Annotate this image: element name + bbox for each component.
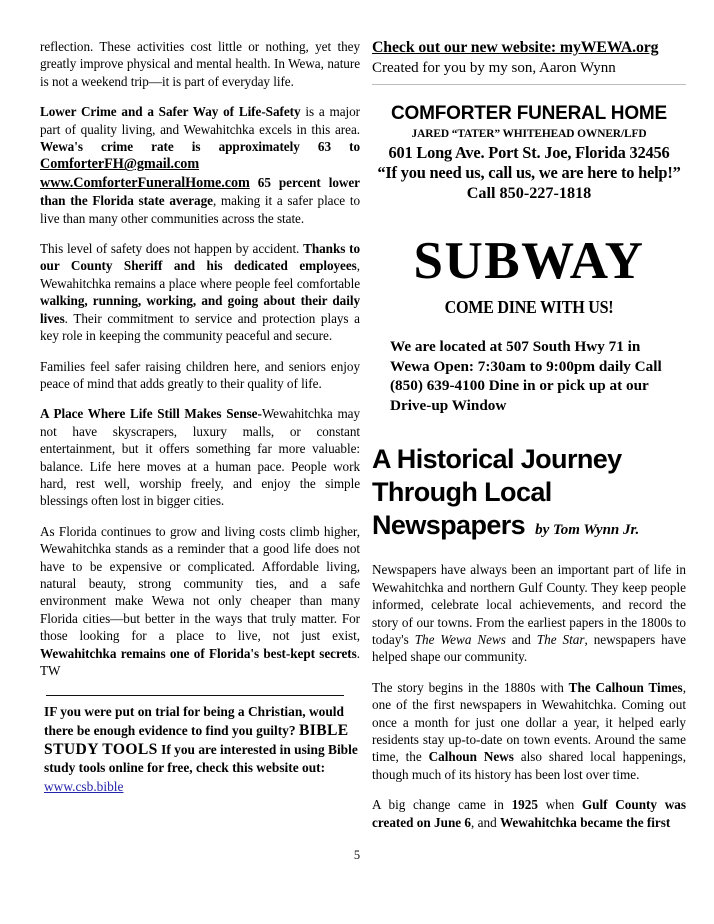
article-byline: by Tom Wynn Jr. — [535, 522, 640, 539]
right-column — [372, 38, 686, 831]
history-article — [372, 443, 686, 831]
comforter-funeral-home-ad — [372, 103, 686, 203]
text-run-bold: Calhoun News — [428, 749, 514, 765]
page-number: 5 — [353, 848, 361, 862]
website-banner — [372, 38, 686, 85]
paragraph-reflection — [40, 38, 360, 90]
text-run: is a major part of quality living, and Wewahitchka excels in this area. — [40, 104, 360, 137]
text-run: when — [537, 797, 582, 813]
text-run: and — [505, 632, 537, 647]
banner-divider — [372, 84, 686, 85]
text-run-bold: The Calhoun Times — [568, 679, 683, 695]
text-run: The story begins in the 1880s with — [372, 679, 569, 695]
text-run-bold: Gulf County was created on June 6 — [372, 797, 686, 830]
text-run-bold: Lower Crime and a Safer Way of Life-Safety — [40, 104, 301, 120]
csb-bible-link[interactable]: www.csb.bible — [44, 778, 124, 794]
website-banner-subline: Created for you by my son, Aaron Wynn — [372, 60, 616, 76]
text-run: , and — [471, 814, 500, 830]
text-run-bold: Wewahitchka became the first — [499, 814, 671, 830]
bible-study-tools-heading: BIBLE STUDY TOOLS — [44, 722, 349, 758]
text-run: , making it a safer place to live than many other communities across the state. — [40, 193, 360, 226]
section-divider — [46, 695, 344, 696]
paragraph-place-makes-sense — [40, 405, 360, 509]
funeral-home-address: 601 Long Ave. Port St. Joe, Florida 32456 — [388, 143, 670, 162]
text-run-bold: 1925 — [511, 797, 538, 813]
paragraph-as-florida — [40, 523, 360, 680]
text-run: also shared local happenings, though much of its history has been lost over time. — [372, 749, 686, 782]
text-run-bold: Wewa's crime rate is approximately 63 to — [40, 139, 360, 155]
left-column — [40, 38, 360, 796]
text-run: Newspapers have always been an important part of life in Wewahitchka and northern Gulf County. They keep people informed, celebrate local achievements, and record the story of our towns. From the earliest papers in the 1800s to today's — [372, 562, 686, 647]
subway-logo: SUBWAY — [413, 232, 645, 290]
text-run: A big change came in — [372, 797, 512, 813]
bible-study-box — [40, 703, 360, 796]
article-title: A Historical Journey Through Local Newspapers — [372, 444, 622, 541]
funeral-home-quote: “If you need us, call us, we are here to help!” — [377, 163, 681, 182]
article-paragraph-calhoun — [372, 679, 686, 783]
text-run-italic: The Star — [536, 632, 585, 647]
text-run-bold: A Place Where Life Still Makes Sense- — [40, 406, 262, 422]
paragraph-safety-level — [40, 240, 360, 344]
subway-tagline: COME DINE WITH US! — [444, 297, 614, 317]
text-run: This level of safety does not happen by accident. — [40, 241, 304, 257]
inline-contact-link[interactable]: www.ComforterFuneralHome.com — [40, 174, 250, 191]
text-run: , newspapers have helped shape our community. — [372, 632, 687, 665]
text-run-bold: Wewahitchka remains one of Florida's best-kept secrets — [40, 645, 357, 661]
text-run-bold: 65 percent lower than the Florida state average — [40, 174, 360, 209]
text-run: Wewahitchka may not have skyscrapers, luxury malls, or constant entertainment, but it offers something far more valuable: balance. Life here moves at a human pace. People work hard, rest well, worship freely, and enjoy the simple blessings often lost in bigger cities. — [40, 406, 360, 509]
text-run-bold: walking, running, working, and going about their daily lives — [40, 293, 360, 326]
text-run: reflection. These activities cost little or nothing, yet they greatly improve physical and mental health. In Wewa, nature is not a weekend trip—it is part of everyday life. — [40, 39, 360, 89]
article-paragraph-1925 — [372, 796, 686, 831]
funeral-home-name: COMFORTER FUNERAL HOME — [390, 103, 668, 124]
text-run-italic: The Wewa News — [414, 632, 506, 647]
bible-trial-question: IF you were put on trial for being a Christian, would there be enough evidence to find you guilty? — [44, 704, 344, 738]
text-run: Families feel safer raising children here, and seniors enjoy peace of mind that adds greatly to their quality of life. — [40, 358, 360, 391]
text-run-bold: Thanks to our County Sheriff and his dedicated employees — [40, 241, 360, 274]
text-run: As Florida continues to grow and living costs climb higher, Wewahitchka stands as a reminder that a good life does not have to be expensive or complicated. Affordable living, natural beauty, strong community ties, and a safe environment make Wewa not only cheaper than many Florida cities—but better in the ways that truly matter. For those looking for a place to live, not just exist, — [40, 523, 360, 644]
paragraph-lower-crime — [40, 103, 360, 227]
text-run: . Their commitment to service and protection plays a key role in keeping the community peaceful and secure. — [40, 310, 360, 344]
text-run: , Wewahitchka remains a place where people feel comfortable — [40, 258, 360, 291]
subway-details: We are located at 507 South Hwy 71 in Wewa Open: 7:30am to 9:00pm daily Call (850) 639-4100 Dine in or pick up at our Drive-up Window — [390, 338, 662, 414]
funeral-home-phone[interactable]: Call 850-227-1818 — [466, 184, 592, 202]
funeral-home-owner: JARED “TATER” WHITEHEAD OWNER/LFD — [411, 128, 647, 140]
paragraph-families — [40, 358, 360, 393]
text-run: , one of the first newspapers in Wewahitchka. Coming out once a month for just one dollar a year, it helped early residents stay up-to-date on town events. Around the same time, the — [372, 679, 686, 765]
website-banner-headline[interactable]: Check out our new website: myWEWA.org — [372, 39, 659, 56]
subway-ad — [372, 233, 686, 415]
article-title-block — [372, 443, 686, 547]
text-run: . TW — [40, 645, 360, 678]
article-paragraph-intro — [372, 561, 686, 665]
inline-contact-link[interactable]: ComforterFH@gmail.com — [40, 156, 200, 173]
text-run — [250, 175, 258, 190]
bible-study-description: If you are interested in using Bible study tools online for free, check this website out: — [44, 741, 358, 776]
